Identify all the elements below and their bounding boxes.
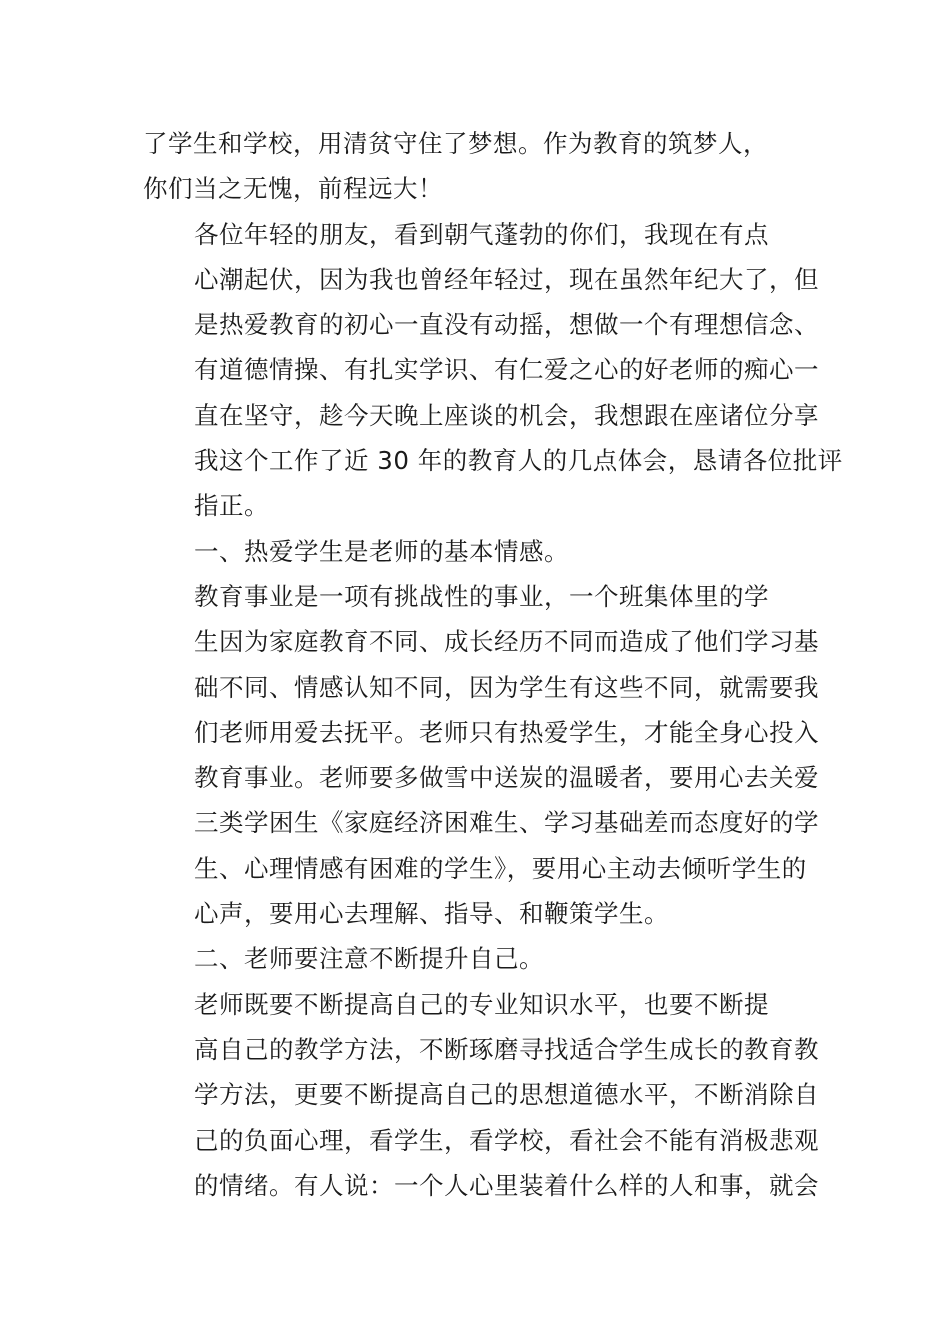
paragraph [143,936,803,981]
paragraph [143,574,819,936]
paragraph [143,212,843,529]
text-line: 有道德情操、有扎实学识、有仁爱之心的好老师的痴心一 [194,355,819,385]
text-line: 的情绪。有人说：一个人心里装着什么样的人和事，就会 [194,1170,819,1200]
text-line: 生、心理情感有困难的学生》，要用心主动去倾听学生的 [194,853,807,883]
text-line: 础不同、情感认知不同，因为学生有这些不同，就需要我 [194,672,819,702]
text-line: 老师既要不断提高自己的专业知识水平，也要不断提 [194,989,769,1019]
text-line: 是热爱教育的初心一直没有动摇，想做一个有理想信念、 [194,310,819,340]
text-line: 心声，要用心去理解、指导、和鞭策学生。 [194,899,669,929]
text-line: 二、老师要注意不断提升自己。 [194,944,544,974]
text-line: 教育事业。老师要多做雪中送炭的温暖者，要用心去关爱 [194,763,819,793]
text-line: 了学生和学校，用清贫守住了梦想。作为教育的筑梦人， [143,129,768,158]
text-line: 直在坚守，趁今天晚上座谈的机会，我想跟在座诸位分享 [194,400,819,430]
text-line: 心潮起伏，因为我也曾经年轻过，现在虽然年纪大了，但 [194,264,819,294]
text-line: 我这个工作了近 30 年的教育人的几点体会，恳请各位批评 [194,446,843,476]
text-line: 各位年轻的朋友，看到朝气蓬勃的你们，我现在有点 [194,219,769,249]
paragraph [143,121,803,212]
text-line: 们老师用爱去抚平。老师只有热爱学生，才能全身心投入 [194,717,819,747]
text-line: 高自己的教学方法，不断琢磨寻找适合学生成长的教育教 [194,1034,819,1064]
text-line: 生因为家庭教育不同、成长经历不同而造成了他们学习基 [194,627,819,657]
text-line: 教育事业是一项有挑战性的事业，一个班集体里的学 [194,581,769,611]
text-line: 学方法，更要不断提高自己的思想道德水平，不断消除自 [194,1080,819,1110]
text-line: 一、热爱学生是老师的基本情感。 [194,536,569,566]
document-body [143,121,843,1208]
paragraph [143,529,803,574]
text-line: 指正。 [194,491,269,521]
text-line: 己的负面心理，看学生，看学校，看社会不能有消极悲观 [194,1125,819,1155]
paragraph [143,982,819,1208]
text-line: 你们当之无愧，前程远大！ [143,174,443,204]
text-line: 三类学困生《家庭经济困难生、学习基础差而态度好的学 [194,808,819,838]
